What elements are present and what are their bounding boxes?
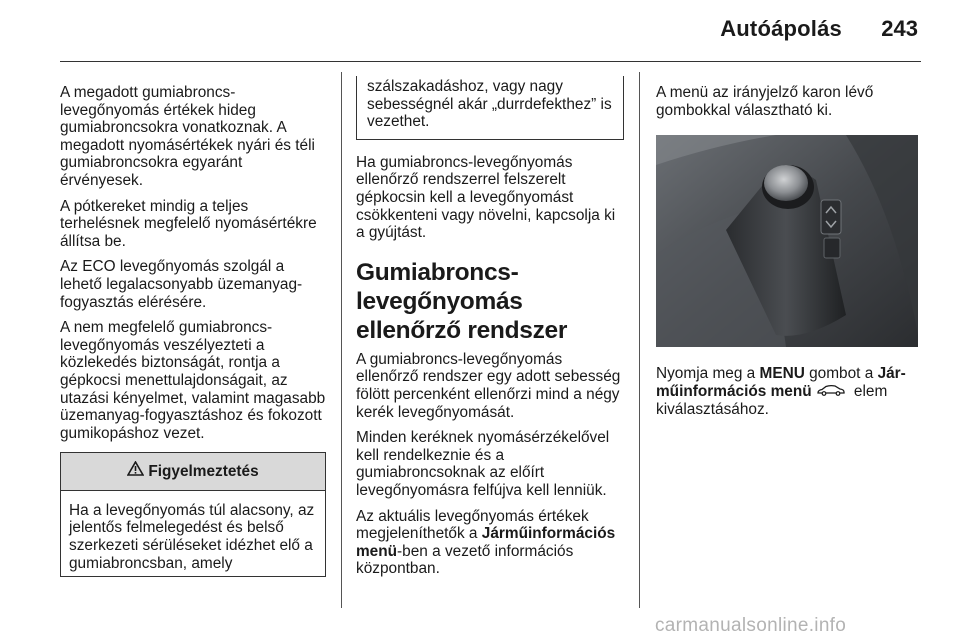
watermark: carmanualsonline.info xyxy=(655,615,847,636)
column-1 xyxy=(60,84,326,577)
warning-box-continued: szálszakadáshoz, vagy nagy sebességnél akár „durrdefekthez” is vezethet. xyxy=(356,76,624,140)
page-header xyxy=(0,0,960,62)
vehicle-info-menu-term: Jár-műinformációs menü xyxy=(656,365,906,400)
turn-signal-lever-photo xyxy=(656,135,918,347)
column-2 xyxy=(356,76,624,586)
paragraph-menu-selection: A menü az irányjelző karon lévő gombokkal választható ki. xyxy=(656,84,874,119)
header-divider xyxy=(60,61,921,62)
menu-button-term: MENU xyxy=(759,365,805,383)
section-title: Autóápolás xyxy=(720,16,842,41)
paragraph-monitoring: A gumiabroncs-levegőnyomás ellenőrző rendszer egy adott sebesség fölött percenként ellenőrzi mind a négy kerék levegőnyomását. xyxy=(356,350,621,421)
warning-text: Ha a levegőnyomás túl alacsony, az jelentős felmelegedést és belső szerkezeti sérüléseket idézhet elő a gumiabroncsban, amely xyxy=(69,501,315,572)
vehicle-info-menu-term: Járműinformációs menü xyxy=(356,525,616,560)
paragraph-eco-pressure: Az ECO levegőnyomás szolgál a lehető legalacsonyabb üzemanyag-fogyasztás elérésére. xyxy=(60,258,303,311)
warning-triangle-icon xyxy=(127,461,144,481)
paragraph-menu-instruction: Nyomja meg a MENU gombot a Jár-műinformációs menü elem kiválasztásához. xyxy=(656,365,906,418)
warning-header xyxy=(61,453,325,491)
warning-title: Figyelmeztetés xyxy=(148,463,259,481)
paragraph-cold-tyres: A megadott gumiabroncs-levegőnyomás értékek hideg gumiabroncsokra vonatkoznak. A megadott nyomásértékek nyári és téli gumiabroncsokra egyaránt érvényesek. xyxy=(60,84,315,189)
column-3 xyxy=(656,84,924,426)
paragraph-adjust-pressure: Ha gumiabroncs-levegőnyomás ellenőrző rendszerrel felszerelt gépkocsin kell a levegőnyomást csökkenteni vagy növelni, kapcsolja ki a gyújtást. xyxy=(356,153,616,242)
warning-box xyxy=(60,452,326,577)
section-heading: Gumiabroncs-levegőnyomás ellenőrző rendszer xyxy=(356,258,568,344)
page-number: 243 xyxy=(881,16,918,41)
column-divider-2 xyxy=(639,72,640,608)
column-divider-1 xyxy=(341,72,342,608)
paragraph-sensors: Minden keréknek nyomásérzékelővel kell rendelkeznie és a gumiabroncsoknak az előírt levegőnyomásra felfújva kell lenniük. xyxy=(356,429,610,499)
paragraph-spare-wheel: A pótkereket mindig a teljes terhelésnek megfelelő nyomásértékre állítsa be. xyxy=(60,197,317,250)
paragraph-display-values: Az aktuális levegőnyomás értékek megjeleníthetők a Járműinformációs menü-ben a vezető információs központban. xyxy=(356,507,616,578)
car-icon xyxy=(816,383,846,401)
paragraph-incorrect-pressure: A nem megfelelő gumiabroncs-levegőnyomás veszélyezteti a közlekedés biztonságát, rontja a gépkocsi menettulajdonságait, az utazási kényelmet, valamint magasabb üzemanyag-fogyasztáshoz és fokozott gumikopáshoz vezet. xyxy=(60,319,326,442)
